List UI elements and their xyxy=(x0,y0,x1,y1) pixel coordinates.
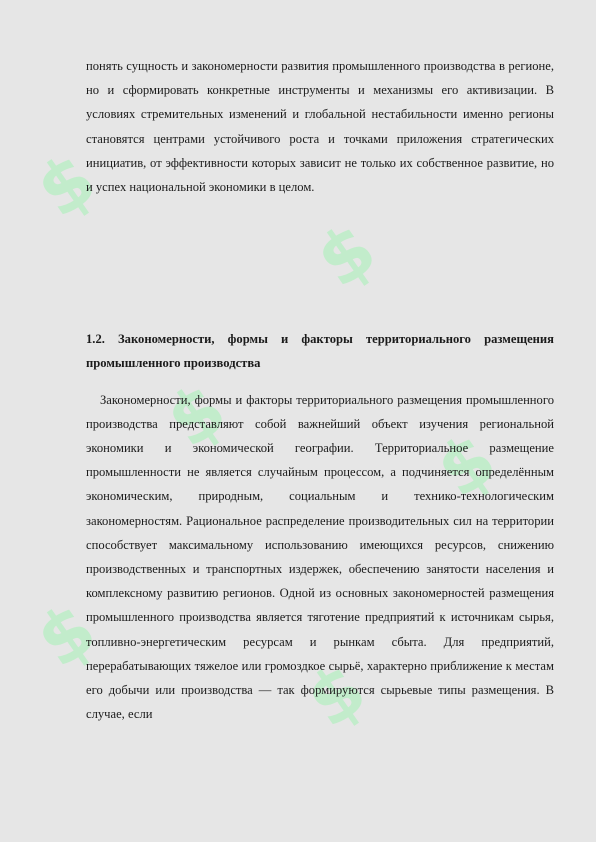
svg-text:$: $ xyxy=(21,136,111,234)
page-gap xyxy=(86,199,554,327)
svg-text:$: $ xyxy=(21,586,111,684)
svg-text:$: $ xyxy=(301,206,391,304)
section-heading: 1.2. Закономерности, формы и факторы территориального размещения промышленного производства xyxy=(86,332,554,371)
heading-gap xyxy=(86,376,554,388)
svg-text:$: $ xyxy=(151,366,241,464)
svg-text:$: $ xyxy=(421,416,511,514)
paragraph-top: понять сущность и закономерности развития промышленного производства в регионе, но и сформировать конкретные инструменты и механизмы его активизации. В условиях стремительных изменений и глобальной нестабильности именно регионы становятся центрами устойчивого роста и точками приложения стратегических инициатив, от эффективности которых зависит не только их собственное развитие, но и успех национальной экономики в целом. xyxy=(86,59,554,195)
document-page xyxy=(86,54,554,726)
svg-text:$: $ xyxy=(291,646,381,744)
paragraph-section: Закономерности, формы и факторы территориального размещения промышленного производства представляют собой важнейший объект изучения региональной экономики и экономической географии. Территориальное размещение промышленности не является случайным процессом, а подчиняется определённым экономическим, природным, социальным и технико-технологическим закономерностям. Рациональное распределение производительных сил на территории способствует максимальному использованию имеющихся ресурсов, снижению производственных и транспортных издержек, обеспечению занятости населения и комплексному развитию регионов. Одной из основных закономерностей размещения промышленного производства является тяготение предприятий к источникам сырья, топливно-энергетическим ресурсам и рынкам сбыта. Для предприятий, перерабатывающих тяжелое или громоздкое сырьё, характерно приближение к местам его добычи или производства — так формируются сырьевые типы размещения. В случае, если xyxy=(86,392,554,722)
